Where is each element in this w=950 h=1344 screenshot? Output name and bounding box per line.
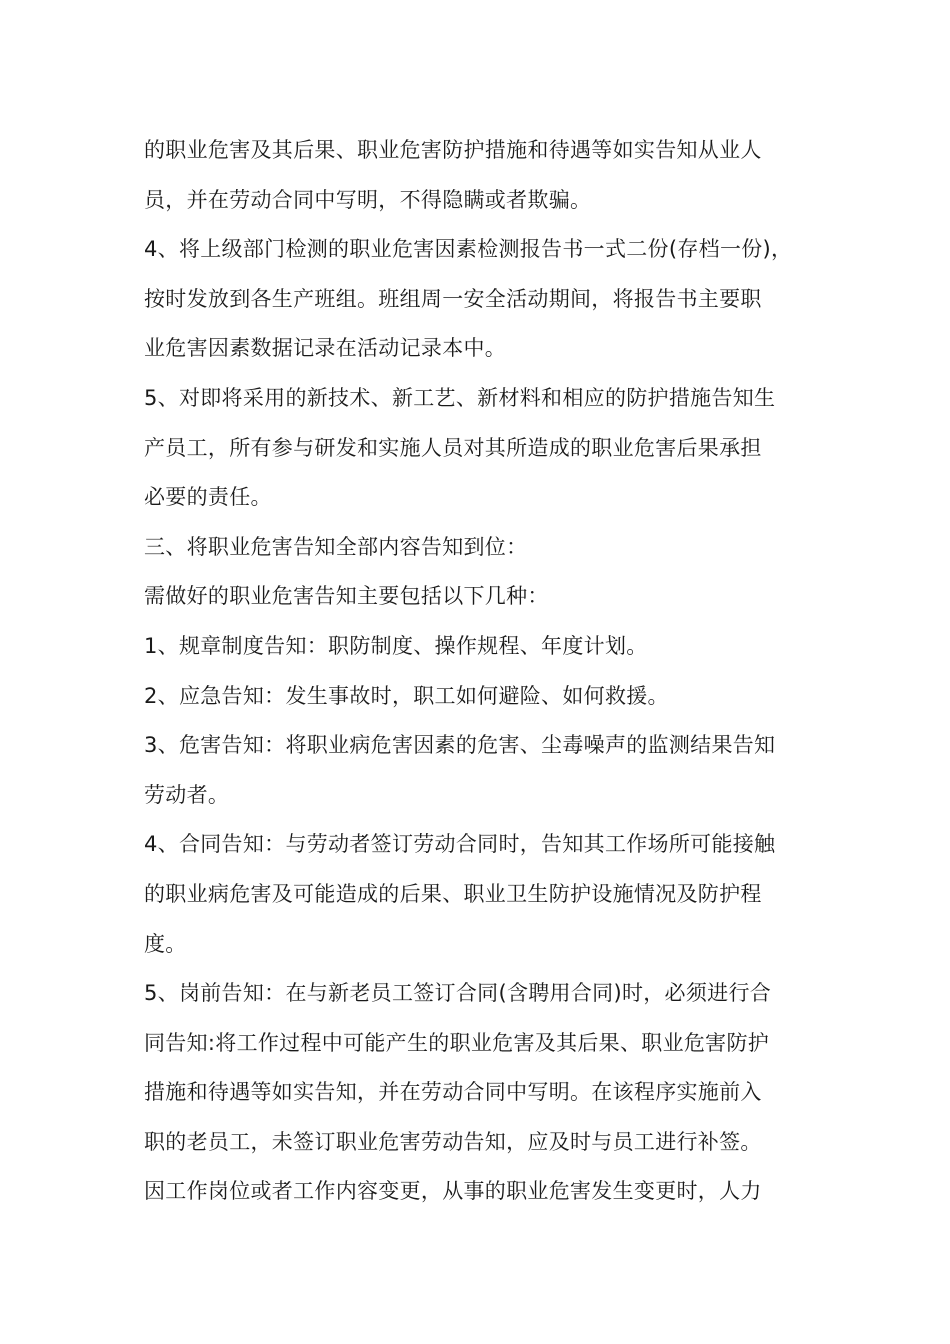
- text-line: 度。: [144, 931, 187, 956]
- text-line: 同告知:将工作过程中可能产生的职业危害及其后果、职业危害防护: [144, 1030, 770, 1055]
- text-line: 的职业危害及其后果、职业危害防护措施和待遇等如实告知从业人: [144, 138, 762, 162]
- document-body: [144, 126, 834, 1217]
- list-item: 1、规章制度告知：职防制度、操作规程、年度计划。: [144, 633, 648, 658]
- list-item: 2、应急告知：发生事故时，职工如何避险、如何救援。: [144, 683, 669, 708]
- text-line: 劳动者。: [144, 782, 230, 807]
- text-line: 的职业病危害及可能造成的后果、职业卫生防护设施情况及防护程: [144, 881, 762, 906]
- list-item: 4、合同告知：与劳动者签订劳动合同时，告知其工作场所可能接触: [144, 832, 776, 857]
- text-line: 措施和待遇等如实告知，并在劳动合同中写明。在该程序实施前入: [144, 1080, 762, 1105]
- text-line: 因工作岗位或者工作内容变更，从事的职业危害发生变更时，人力: [144, 1179, 762, 1204]
- text-line: 业危害因素数据记录在活动记录本中。: [144, 336, 507, 361]
- text-line: 职的老员工，未签订职业危害劳动告知，应及时与员工进行补签。: [144, 1129, 762, 1154]
- text-line: 员，并在劳动合同中写明，不得隐瞒或者欺骗。: [144, 187, 592, 212]
- text-line: 产员工，所有参与研发和实施人员对其所造成的职业危害后果承担: [144, 435, 762, 460]
- section-heading: 三、将职业危害告知全部内容告知到位：: [144, 534, 528, 559]
- list-item: 3、危害告知：将职业病危害因素的危害、尘毒噪声的监测结果告知: [144, 733, 776, 758]
- text-line: 按时发放到各生产班组。班组周一安全活动期间，将报告书主要职: [144, 286, 762, 311]
- text-line: 4、将上级部门检测的职业危害因素检测报告书一式二份(存档一份)，: [144, 237, 793, 262]
- text-line: 需做好的职业危害告知主要包括以下几种：: [144, 584, 549, 609]
- text-line: 5、对即将采用的新技术、新工艺、新材料和相应的防护措施告知生: [144, 385, 776, 410]
- text-line: 必要的责任。: [144, 485, 272, 510]
- list-item: 5、岗前告知：在与新老员工签订合同(含聘用合同)时，必须进行合: [144, 981, 772, 1006]
